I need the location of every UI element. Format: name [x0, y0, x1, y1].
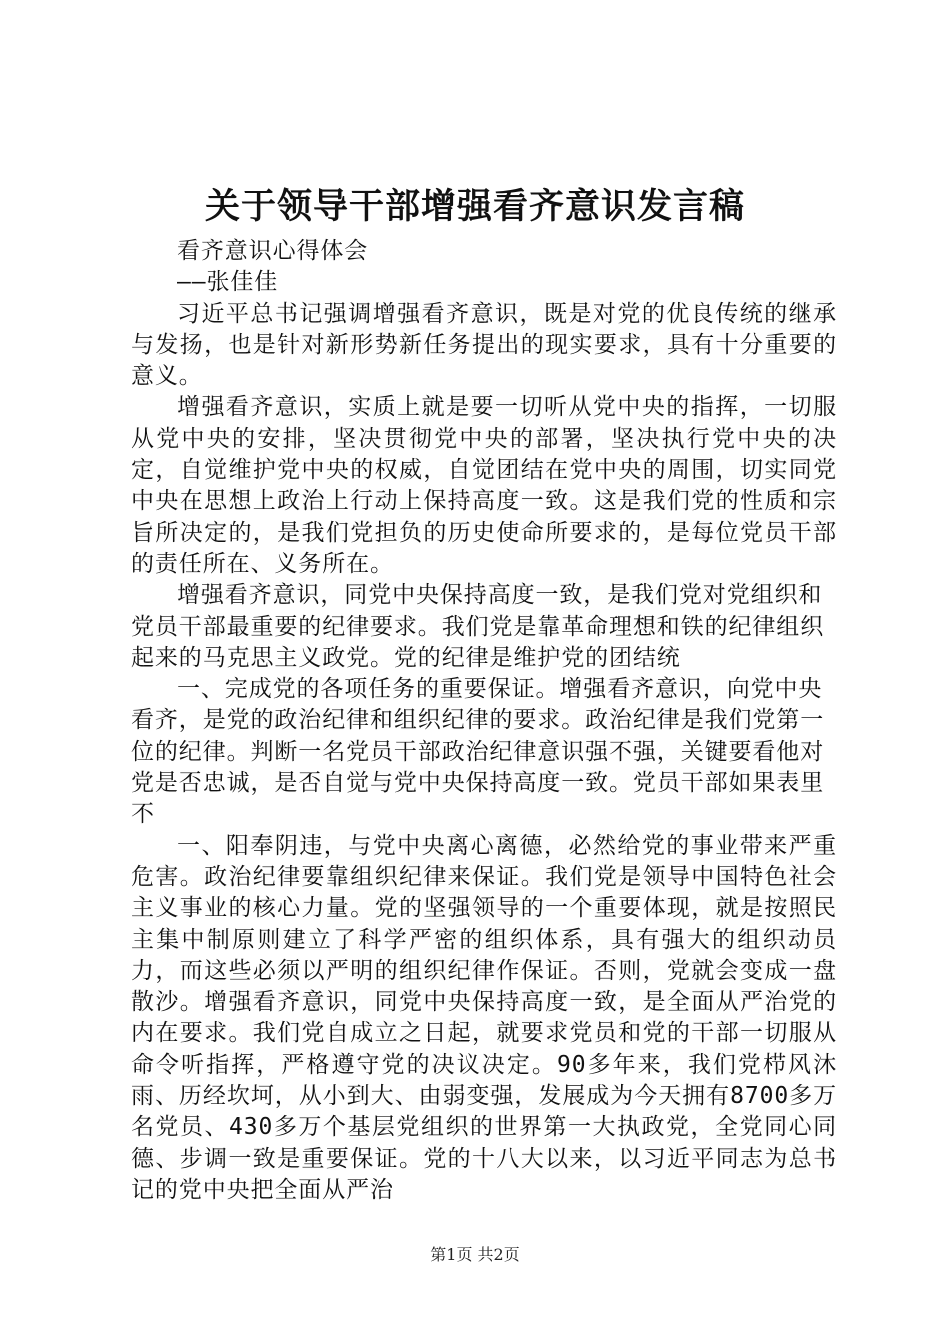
author-line: ——张佳佳: [177, 269, 279, 296]
paragraph: 一、完成党的各项任务的重要保证。增强看齐意识，向党中央看齐，是党的政治纪律和组织纪律的要求。政治纪律是我们党第一位的纪律。判断一名党员干部政治纪律意识强不强，关键要看他对党是否忠诚，是否自觉与党中央保持高度一致。党员干部如果表里不: [131, 676, 825, 828]
document-body: [131, 236, 837, 1206]
paragraph: 增强看齐意识，同党中央保持高度一致，是我们党对党组织和党员干部最重要的纪律要求。我们党是靠革命理想和铁的纪律组织起来的马克思主义政党。党的纪律是维护党的团结统: [131, 582, 825, 671]
paragraph: 一、阳奉阴违，与党中央离心离德，必然给党的事业带来严重危害。政治纪律要靠组织纪律来保证。我们党是领导中国特色社会主义事业的核心力量。党的坚强领导的一个重要体现，就是按照民主集中制原则建立了科学严密的组织体系，具有强大的组织动员力，而这些必须以严明的组织纪律作保证。否则，党就会变成一盘散沙。增强看齐意识，同党中央保持高度一致，是全面从严治党的内在要求。我们党自成立之日起，就要求党员和党的干部一切服从命令听指挥，严格遵守党的决议决定。90多年来，我们党栉风沐雨、历经坎坷，从小到大、由弱变强，发展成为今天拥有8700多万名党员、430多万个基层党组织的世界第一大执政党，全党同心同德、步调一致是重要保证。党的十八大以来，以习近平同志为总书记的党中央把全面从严治: [131, 832, 837, 1203]
paragraph: 增强看齐意识，实质上就是要一切听从党中央的指挥，一切服从党中央的安排，坚决贯彻党中央的部署，坚决执行党中央的决定，自觉维护党中央的权威，自觉团结在党中央的周围，切实同党中央在思想上政治上行动上保持高度一致。这是我们党的性质和宗旨所决定的，是我们党担负的历史使命所要求的，是每位党员干部的责任所在、义务所在。: [131, 394, 837, 577]
paragraph: 习近平总书记强调增强看齐意识，既是对党的优良传统的继承与发扬，也是针对新形势新任务提出的现实要求，具有十分重要的意义。: [131, 300, 837, 390]
document-title: 关于领导干部增强看齐意识发言稿: [204, 186, 745, 227]
subtitle-line: 看齐意识心得体会: [177, 238, 369, 264]
page-footer: 第1页 共2页: [430, 1245, 520, 1264]
